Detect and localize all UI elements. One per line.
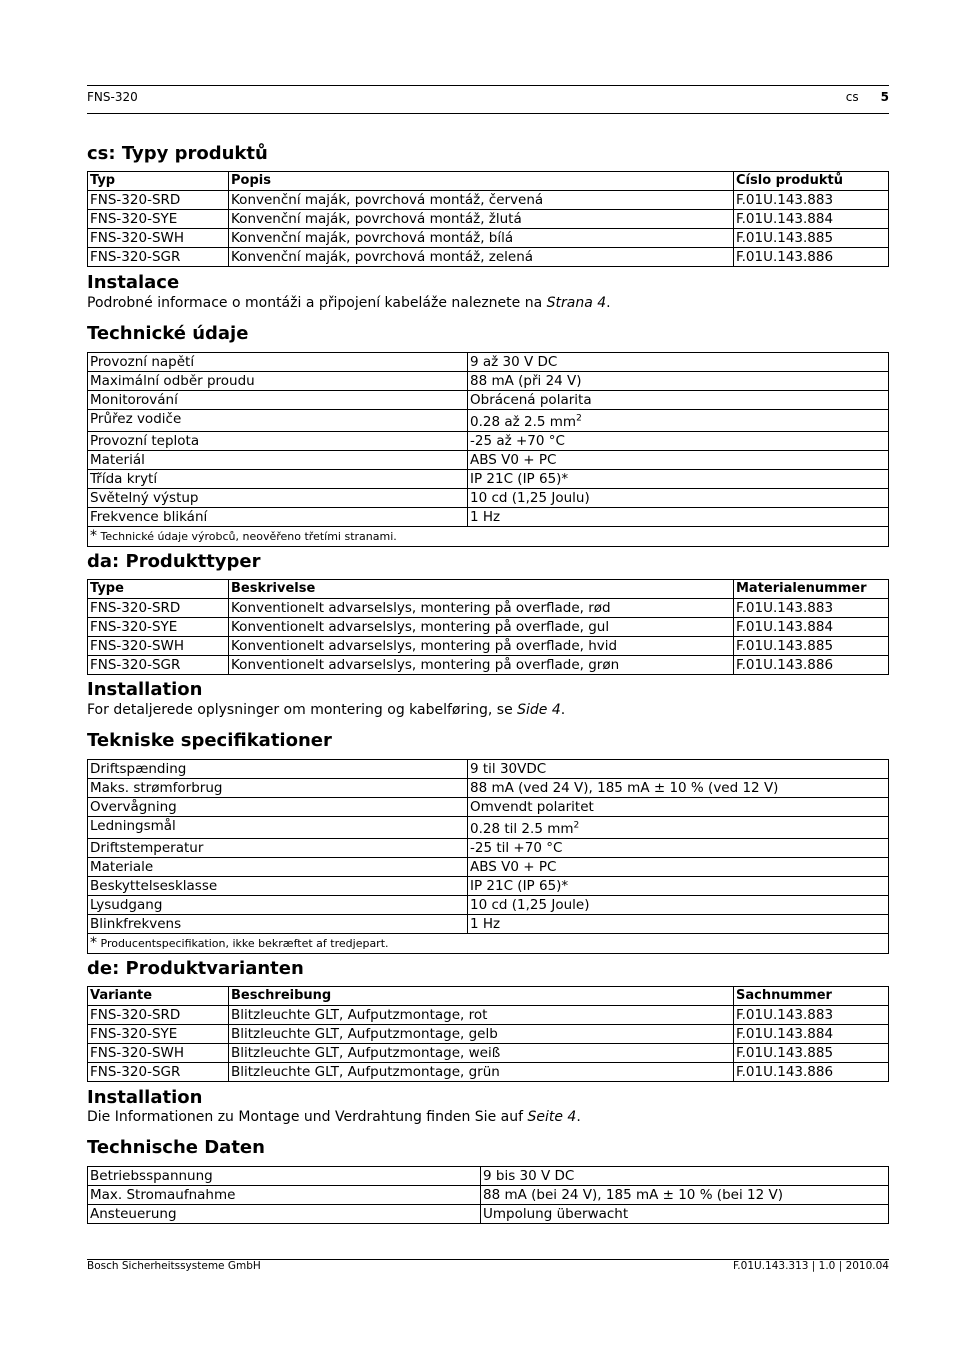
cell: Konvenční maják, povrchová montáž, červená [229, 191, 734, 210]
cell: -25 til +70 °C [468, 839, 889, 858]
table-row [88, 637, 889, 656]
table-row [88, 1167, 889, 1186]
asterisk: * [90, 935, 97, 951]
cell: Konventionelt advarselslys, montering på overflade, grøn [229, 656, 734, 675]
cs-tech-table [87, 352, 889, 547]
col-type: Type [88, 580, 229, 599]
table-row [88, 798, 889, 817]
table-row [88, 391, 889, 410]
table-row [88, 599, 889, 618]
cell: Blitzleuchte GLT, Aufputzmontage, weiß [229, 1044, 734, 1063]
page-footer [87, 1259, 889, 1272]
superscript: 2 [573, 820, 580, 831]
cell [468, 817, 889, 839]
cell: Provozní napětí [88, 353, 468, 372]
period: . [606, 295, 611, 311]
cell: FNS-320-SYE [88, 618, 229, 637]
col-description: Popis [229, 172, 734, 191]
cell: Konvenční maják, povrchová montáž, bílá [229, 229, 734, 248]
da-install-text [87, 701, 565, 719]
table-note-row [88, 527, 889, 547]
cell: FNS-320-SYE [88, 1025, 229, 1044]
cell: -25 až +70 °C [468, 432, 889, 451]
cs-products-title: cs: Typy produktů [87, 143, 268, 164]
cell: F.01U.143.884 [734, 1025, 889, 1044]
cell: FNS-320-SRD [88, 1006, 229, 1025]
page-reference: Side 4 [517, 702, 561, 718]
header-product: FNS-320 [87, 90, 138, 104]
de-install-text [87, 1108, 581, 1126]
table-row [88, 779, 889, 798]
da-products-table [87, 579, 889, 675]
table-header-row [88, 172, 889, 191]
cell: Umpolung überwacht [481, 1205, 889, 1224]
period: . [576, 1109, 581, 1125]
cs-install-title: Instalace [87, 272, 180, 293]
header-lang: cs [845, 90, 859, 104]
cell: 9 až 30 V DC [468, 353, 889, 372]
table-row [88, 915, 889, 934]
value: 0.28 až 2.5 mm [470, 414, 577, 430]
cell: F.01U.143.883 [734, 1006, 889, 1025]
cell: Materiál [88, 451, 468, 470]
install-text: Die Informationen zu Montage und Verdrahtung finden Sie auf [87, 1109, 528, 1125]
table-row [88, 372, 889, 391]
cell: Průřez vodiče [88, 410, 468, 432]
cell: F.01U.143.884 [734, 210, 889, 229]
page-header [87, 85, 889, 114]
col-number: Sachnummer [734, 987, 889, 1006]
cell: Konventionelt advarselslys, montering på overflade, gul [229, 618, 734, 637]
cell: F.01U.143.883 [734, 191, 889, 210]
page-reference: Strana 4 [546, 295, 607, 311]
cell: 9 til 30VDC [468, 760, 889, 779]
cell: ABS V0 + PC [468, 451, 889, 470]
table-row [88, 229, 889, 248]
table-row [88, 858, 889, 877]
cell: 1 Hz [468, 508, 889, 527]
cell: 10 cd (1,25 Joulu) [468, 489, 889, 508]
cell: Maximální odběr proudu [88, 372, 468, 391]
table-row [88, 508, 889, 527]
table-row [88, 210, 889, 229]
footnote [88, 527, 889, 547]
cell: Overvågning [88, 798, 468, 817]
table-row [88, 817, 889, 839]
cell: 1 Hz [468, 915, 889, 934]
cell: 88 mA (ved 24 V), 185 mA ± 10 % (ved 12 V) [468, 779, 889, 798]
table-row [88, 470, 889, 489]
footnote [88, 934, 889, 954]
cell: Obrácená polarita [468, 391, 889, 410]
cell: FNS-320-SGR [88, 248, 229, 267]
cell: FNS-320-SWH [88, 1044, 229, 1063]
da-install-title: Installation [87, 679, 203, 700]
col-number: Materialenummer [734, 580, 889, 599]
install-text: Podrobné informace o montáži a připojení kabeláže naleznete na [87, 295, 547, 311]
cell: F.01U.143.886 [734, 656, 889, 675]
table-row [88, 1063, 889, 1082]
table-row [88, 1044, 889, 1063]
table-row [88, 489, 889, 508]
cell: Materiale [88, 858, 468, 877]
cs-tech-title: Technické údaje [87, 323, 249, 344]
cell: Blitzleuchte GLT, Aufputzmontage, grün [229, 1063, 734, 1082]
cell: F.01U.143.884 [734, 618, 889, 637]
cell: 9 bis 30 V DC [481, 1167, 889, 1186]
table-row [88, 656, 889, 675]
cell: F.01U.143.886 [734, 1063, 889, 1082]
cell: Betriebsspannung [88, 1167, 481, 1186]
asterisk: * [90, 528, 97, 544]
note-text: Technické údaje výrobců, neověřeno třetími stranami. [100, 530, 397, 543]
table-row [88, 618, 889, 637]
table-row [88, 760, 889, 779]
col-description: Beskrivelse [229, 580, 734, 599]
table-row [88, 1186, 889, 1205]
cell: 88 mA (při 24 V) [468, 372, 889, 391]
table-row [88, 451, 889, 470]
table-row [88, 410, 889, 432]
cell: F.01U.143.886 [734, 248, 889, 267]
cs-products-table [87, 171, 889, 267]
table-header-row [88, 987, 889, 1006]
cs-install-text [87, 294, 611, 312]
cell: Omvendt polaritet [468, 798, 889, 817]
cell: Max. Stromaufnahme [88, 1186, 481, 1205]
cell: F.01U.143.883 [734, 599, 889, 618]
cell: Blitzleuchte GLT, Aufputzmontage, rot [229, 1006, 734, 1025]
table-row [88, 1006, 889, 1025]
cell [468, 410, 889, 432]
header-right [846, 90, 889, 104]
cell: FNS-320-SYE [88, 210, 229, 229]
cell: Provozní teplota [88, 432, 468, 451]
period: . [560, 702, 566, 718]
cell: Ledningsmål [88, 817, 468, 839]
cell: IP 21C (IP 65)* [468, 877, 889, 896]
table-row [88, 248, 889, 267]
col-type: Typ [88, 172, 229, 191]
cell: 88 mA (bei 24 V), 185 mA ± 10 % (bei 12 V) [481, 1186, 889, 1205]
cell: Lysudgang [88, 896, 468, 915]
table-row [88, 432, 889, 451]
cell: Konventionelt advarselslys, montering på overflade, hvid [229, 637, 734, 656]
cell: FNS-320-SGR [88, 656, 229, 675]
page-reference: Seite 4 [527, 1109, 577, 1125]
col-variant: Variante [88, 987, 229, 1006]
install-text: For detaljerede oplysninger om montering og kabelføring, se [87, 702, 518, 718]
cell: IP 21C (IP 65)* [468, 470, 889, 489]
cell: FNS-320-SRD [88, 191, 229, 210]
note-text: Producentspecifikation, ikke bekræftet af tredjepart. [100, 937, 389, 950]
de-products-table [87, 986, 889, 1082]
cell: ABS V0 + PC [468, 858, 889, 877]
cell: Ansteuerung [88, 1205, 481, 1224]
cell: Frekvence blikání [88, 508, 468, 527]
cell: F.01U.143.885 [734, 1044, 889, 1063]
cell: Maks. strømforbrug [88, 779, 468, 798]
da-tech-table [87, 759, 889, 954]
table-row [88, 877, 889, 896]
table-row [88, 896, 889, 915]
cell: 10 cd (1,25 Joule) [468, 896, 889, 915]
table-note-row [88, 934, 889, 954]
cell: Konvenční maják, povrchová montáž, zelená [229, 248, 734, 267]
da-products-title: da: Produkttyper [87, 551, 261, 572]
cell: FNS-320-SWH [88, 637, 229, 656]
table-row [88, 839, 889, 858]
cell: Konventionelt advarselslys, montering på overflade, rød [229, 599, 734, 618]
cell: FNS-320-SWH [88, 229, 229, 248]
de-products-title: de: Produktvarianten [87, 958, 304, 979]
table-row [88, 1025, 889, 1044]
footer-doc-id: F.01U.143.313 | 1.0 | 2010.04 [732, 1260, 889, 1272]
col-number: Císlo produktů [734, 172, 889, 191]
cell: Světelný výstup [88, 489, 468, 508]
table-row [88, 353, 889, 372]
cell: Monitorování [88, 391, 468, 410]
cell: Konvenční maják, povrchová montáž, žlutá [229, 210, 734, 229]
cell: F.01U.143.885 [734, 229, 889, 248]
cell: Blinkfrekvens [88, 915, 468, 934]
cell: FNS-320-SRD [88, 599, 229, 618]
cell: Beskyttelsesklasse [88, 877, 468, 896]
cell: Driftstemperatur [88, 839, 468, 858]
value: 0.28 til 2.5 mm [470, 821, 574, 837]
de-tech-title: Technische Daten [87, 1137, 265, 1158]
cell: FNS-320-SGR [88, 1063, 229, 1082]
table-header-row [88, 580, 889, 599]
table-row [88, 1205, 889, 1224]
cell: Blitzleuchte GLT, Aufputzmontage, gelb [229, 1025, 734, 1044]
footer-company: Bosch Sicherheitssysteme GmbH [87, 1260, 261, 1272]
col-description: Beschreibung [229, 987, 734, 1006]
de-tech-table [87, 1166, 889, 1224]
da-tech-title: Tekniske specifikationer [87, 730, 332, 751]
header-page-number: 5 [880, 90, 889, 104]
cell: Driftspænding [88, 760, 468, 779]
cell: Třída krytí [88, 470, 468, 489]
superscript: 2 [576, 413, 582, 424]
cell: F.01U.143.885 [734, 637, 889, 656]
de-install-title: Installation [87, 1087, 203, 1108]
table-row [88, 191, 889, 210]
